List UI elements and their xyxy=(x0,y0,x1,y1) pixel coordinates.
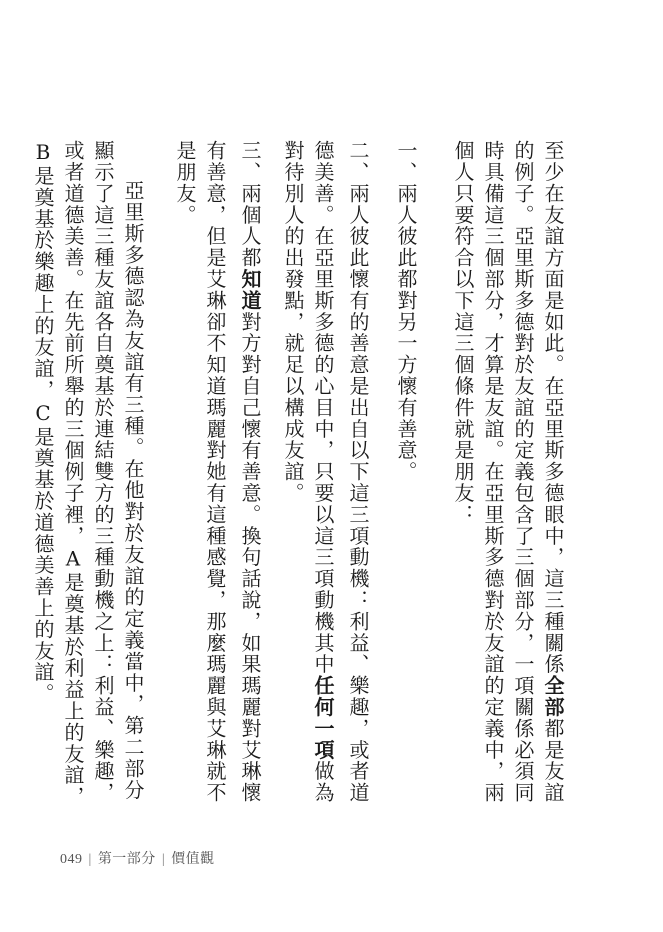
vertical-text-body xyxy=(28,140,568,820)
list-text-3b: 對方對自己懷有善意。換句話說，如果瑪麗對艾琳懷有善意，但是艾琳卻不知道瑪麗對她有這種感覺，那麼瑪麗與艾琳就不是朋友。 xyxy=(173,140,262,804)
list-text-3a: 兩個人都 xyxy=(238,182,262,269)
list-text-1: 兩人彼此都對另一方懷有善意。 xyxy=(394,182,418,483)
list-marker-2: 二、 xyxy=(346,140,370,183)
footer-separator: | xyxy=(161,852,166,867)
paragraph-intro xyxy=(448,140,568,820)
paragraph-intro-text-2: 都是友誼的例子。亞里斯多德對於友誼的定義包含了三個部分，一項關係必須同時具備這三個部分，才算是友誼。在亞里斯多德對於友誼的定義中，兩個人只要符合以下這三個條件就是朋友： xyxy=(451,140,565,804)
list-marker-1: 一、 xyxy=(394,140,418,183)
paragraph-intro-text-1: 至少在友誼方面是如此。在亞里斯多德眼中，這三種關係 xyxy=(541,140,565,675)
list-text-2a: 兩人彼此懷有的善意是出自以下這三項動機：利益、樂趣，或者道德美善。在亞里斯多德的心目中，只要以這三項動機其中 xyxy=(311,140,370,804)
emphasis-know: 知道 xyxy=(238,268,262,312)
list-item-3 xyxy=(170,140,270,820)
emphasis-any-one: 任何一項 xyxy=(311,675,335,761)
paragraph-three-kinds: 亞里斯多德認為友誼有三種。在他對於友誼的定義當中，第二部分顯示了這三種友誼各自奠基於連結雙方的三種動機之上：利益、樂趣，或者道德美善。在先前所舉的三個例子裡，A是奠基於利益上的友誼，B是奠基於樂趣上的友誼，C是奠基於道德美善上的友誼。 xyxy=(31,140,145,808)
emphasis-all: 全部 xyxy=(541,675,565,718)
list-item-1 xyxy=(386,140,426,820)
page-footer xyxy=(60,848,215,868)
section-title: 價值觀 xyxy=(171,852,215,867)
list-item-2 xyxy=(278,140,378,820)
page-number: 049 xyxy=(60,852,83,867)
list-marker-3: 三、 xyxy=(238,140,262,183)
footer-separator: | xyxy=(88,852,92,867)
list-text-2b: 做為對待別人的出發點，就足以構成友誼。 xyxy=(281,140,335,804)
part-title: 第一部分 xyxy=(97,852,156,867)
